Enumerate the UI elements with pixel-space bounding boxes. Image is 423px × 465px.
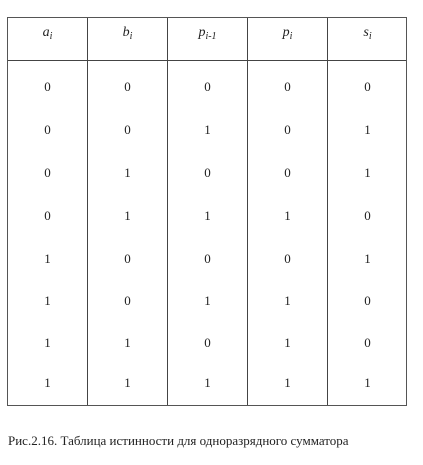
table-cell: 1 xyxy=(364,251,371,266)
table-cell: 0 xyxy=(124,79,131,94)
header-p: $p_i$ xyxy=(282,25,293,42)
table-cell: 0 xyxy=(44,79,51,94)
table-cell: 0 xyxy=(364,335,371,350)
table-cell: 0 xyxy=(284,79,291,94)
table-cell: 0 xyxy=(284,122,291,137)
table-cell: 1 xyxy=(284,293,291,308)
table-cell: 0 xyxy=(124,122,131,137)
table-cell: 0 xyxy=(364,208,371,223)
table-cell: 1 xyxy=(124,375,131,390)
table-cell: 0 xyxy=(204,251,211,266)
table-cell: 1 xyxy=(44,251,51,266)
table-cell: 1 xyxy=(364,375,371,390)
table-cell: 0 xyxy=(204,335,211,350)
table-cell: 0 xyxy=(284,165,291,180)
table-cell: 1 xyxy=(124,335,131,350)
table-cell: 1 xyxy=(204,293,211,308)
table-cell: 1 xyxy=(284,375,291,390)
table-cell: 0 xyxy=(44,122,51,137)
table-cell: 0 xyxy=(364,293,371,308)
table-cell: 0 xyxy=(44,208,51,223)
table-cell: 0 xyxy=(204,165,211,180)
table-cell: 1 xyxy=(284,208,291,223)
figure-caption: Рис.2.16. Таблица истинности для одноразрядного сумматора xyxy=(8,433,349,448)
table-cell: 1 xyxy=(204,375,211,390)
table-cell: 1 xyxy=(364,165,371,180)
table-cell: 1 xyxy=(284,335,291,350)
table-cell: 0 xyxy=(124,251,131,266)
table-cell: 1 xyxy=(44,375,51,390)
truth-table xyxy=(7,17,407,406)
header-divider xyxy=(8,60,406,61)
table-cell: 1 xyxy=(364,122,371,137)
table-cell: 1 xyxy=(44,335,51,350)
header-p-prev: $p_{i-1}$ xyxy=(198,25,217,42)
table-cell: 0 xyxy=(364,79,371,94)
table-cell: 0 xyxy=(284,251,291,266)
table-cell: 1 xyxy=(124,208,131,223)
table-cell: 1 xyxy=(204,122,211,137)
table-cell: 1 xyxy=(124,165,131,180)
table-cell: 1 xyxy=(44,293,51,308)
header-b: $b_i$ xyxy=(122,25,133,42)
table-cell: 0 xyxy=(204,79,211,94)
table-cell: 1 xyxy=(204,208,211,223)
table-cell: 0 xyxy=(124,293,131,308)
header-a: $a_i$ xyxy=(42,25,53,42)
table-cell: 0 xyxy=(44,165,51,180)
header-s: $s_i$ xyxy=(363,25,372,42)
